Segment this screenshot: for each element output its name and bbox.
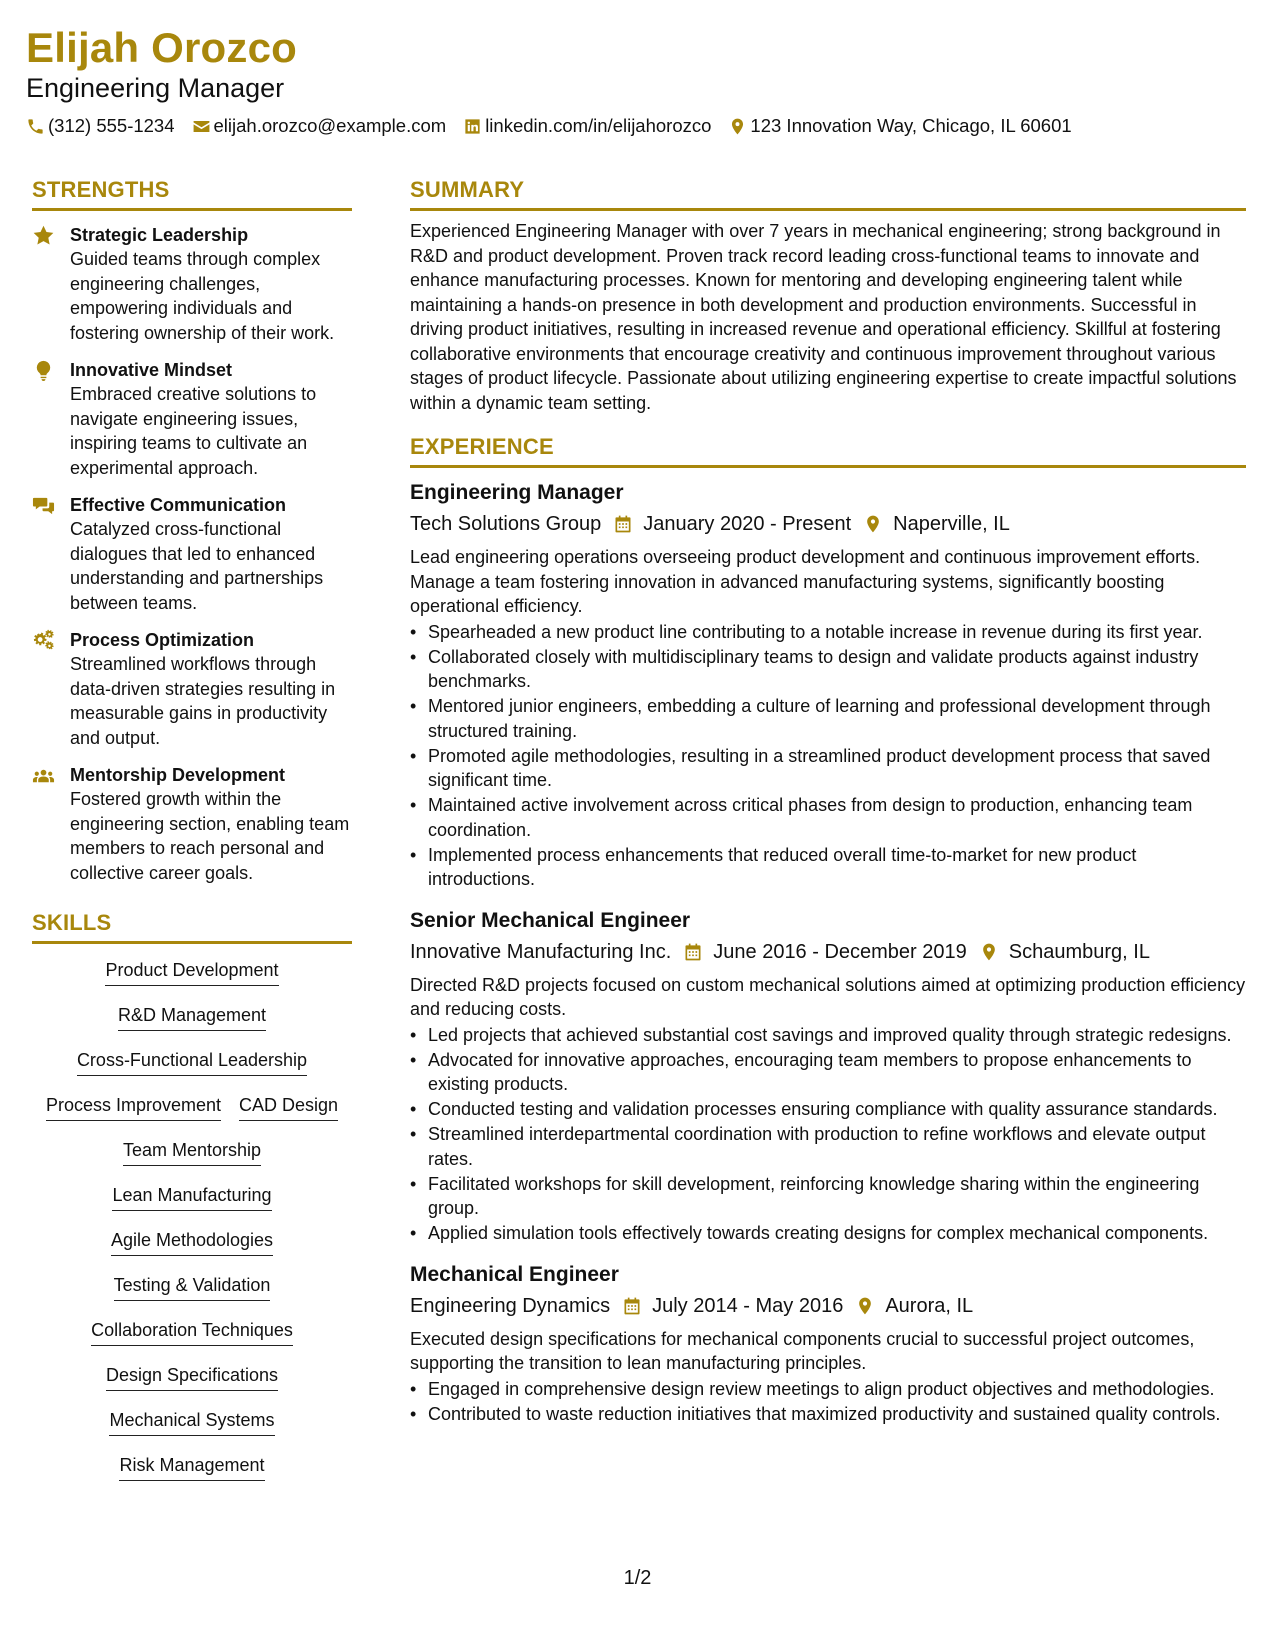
job-bullet: • Contributed to waste reduction initiatives that maximized productivity and sustained quality controls.: [410, 1402, 1246, 1427]
strength-desc: Fostered growth within the engineering section, enabling team members to reach personal and collective career goals.: [70, 789, 350, 883]
skill-tag: Collaboration Techniques: [91, 1318, 293, 1346]
skill-tag: Design Specifications: [106, 1363, 278, 1391]
skill-tag: R&D Management: [118, 1003, 266, 1031]
job-bullet: • Conducted testing and validation processes ensuring compliance with quality assurance standards.: [410, 1097, 1246, 1122]
job-bullets: [410, 1023, 1246, 1246]
strength-body: [70, 358, 352, 480]
summary-text: Experienced Engineering Manager with over 7 years in mechanical engineering; strong background in R&D and product development. Proven track record leading cross-functional teams to innovate and enhance manufacturing processes. Known for mentoring and developing engineering talent while maintaining a hands-on presence in both development and production environments. Successful in driving product initiatives, resulting in increased revenue and operational efficiency. Skillful at fostering collaborative environments that encourage creativity and continuous improvement throughout various stages of product lifecycle. Passionate about utilizing engineering expertise to create impactful solutions within a dynamic team setting.: [410, 221, 1237, 413]
map-pin-icon: [979, 942, 999, 962]
right-column: [410, 176, 1246, 1426]
skill-list: [32, 958, 352, 1498]
skill-tag: Mechanical Systems: [109, 1408, 274, 1436]
strength-desc: Catalyzed cross-functional dialogues that led to enhanced understanding and partnerships between teams.: [70, 519, 324, 613]
linkedin-text: linkedin.com/in/elijahorozco: [485, 115, 712, 136]
job-entry: [410, 908, 1246, 1246]
gears-icon: [32, 629, 56, 653]
strength-name: Mentorship Development: [70, 765, 286, 785]
job-location: Aurora, IL: [885, 1294, 974, 1317]
job-bullet: • Promoted agile methodologies, resulting in a streamlined product development process that saved significant time.: [410, 744, 1246, 793]
skills-heading: SKILLS: [32, 909, 352, 944]
job-company: Engineering Dynamics: [410, 1294, 611, 1317]
strength-item: [32, 628, 352, 750]
job-bullet: • Spearheaded a new product line contributing to a notable increase in revenue during its first year.: [410, 620, 1246, 645]
strength-item: [32, 223, 352, 345]
contact-email[interactable]: [192, 114, 447, 138]
strength-name: Effective Communication: [70, 495, 287, 515]
strength-desc: Streamlined workflows through data-driven strategies resulting in measurable gains in productivity and output.: [70, 654, 336, 748]
address-text: 123 Innovation Way, Chicago, IL 60601: [750, 115, 1072, 136]
strength-body: [70, 628, 352, 750]
candidate-title: Engineering Manager: [26, 73, 285, 103]
job-description: Executed design specifications for mechanical components crucial to successful project outcomes, supporting the transition to lean manufacturing principles.: [410, 1328, 1195, 1373]
strength-item: [32, 763, 352, 885]
strength-name: Innovative Mindset: [70, 360, 233, 380]
job-bullet: • Streamlined interdepartmental coordination with production to refine workflows and elevate output rates.: [410, 1122, 1246, 1171]
job-company: Innovative Manufacturing Inc.: [410, 940, 672, 963]
left-column: [32, 176, 352, 1498]
contact-address: [728, 114, 1071, 138]
job-bullet: • Facilitated workshops for skill development, reinforcing knowledge sharing within the engineering group.: [410, 1172, 1246, 1221]
strength-body: [70, 763, 352, 885]
job-meta: [410, 1292, 1246, 1320]
job-title: Engineering Manager: [410, 481, 624, 504]
map-pin-icon: [863, 514, 883, 534]
candidate-name: Elijah Orozco: [26, 24, 297, 71]
job-dates: June 2016 - December 2019: [713, 940, 967, 963]
contact-linkedin[interactable]: [463, 114, 711, 138]
strengths-heading: STRENGTHS: [32, 176, 352, 211]
job-bullet: • Implemented process enhancements that reduced overall time-to-market for new product introductions.: [410, 843, 1246, 892]
job-bullet: • Collaborated closely with multidisciplinary teams to design and validate products against industry benchmarks.: [410, 645, 1246, 694]
job-location: Schaumburg, IL: [1008, 940, 1150, 963]
skill-tag: Team Mentorship: [123, 1138, 261, 1166]
contact-bar: [26, 114, 1246, 138]
calendar-icon: [622, 1296, 642, 1316]
skill-tag: Risk Management: [119, 1453, 264, 1481]
users-icon: [32, 764, 56, 788]
email-text: elijah.orozco@example.com: [213, 115, 447, 136]
map-pin-icon: [728, 117, 747, 136]
job-bullet: • Advocated for innovative approaches, encouraging team members to propose enhancements to existing products.: [410, 1048, 1246, 1097]
job-bullet: • Engaged in comprehensive design review meetings to align product objectives and methodologies.: [410, 1377, 1246, 1402]
calendar-icon: [613, 514, 633, 534]
job-list: [410, 480, 1246, 1426]
job-bullet: • Mentored junior engineers, embedding a culture of learning and professional development through structured training.: [410, 694, 1246, 743]
skill-tag: Lean Manufacturing: [112, 1183, 271, 1211]
skill-tag: Product Development: [105, 958, 278, 986]
skill-tag: Cross-Functional Leadership: [77, 1048, 307, 1076]
job-meta: [410, 510, 1246, 538]
job-title: Senior Mechanical Engineer: [410, 908, 691, 932]
strengths-section: [32, 176, 352, 885]
job-description: Lead engineering operations overseeing product development and continuous improvement efforts. Manage a team fostering innovation in advanced manufacturing systems, significantly boosting operational efficiency.: [410, 547, 1201, 616]
strength-body: [70, 223, 352, 345]
strength-item: [32, 358, 352, 480]
job-entry: [410, 1262, 1246, 1427]
strength-desc: Embraced creative solutions to navigate engineering issues, inspiring teams to cultivate an experimental approach.: [70, 384, 317, 478]
job-description: Directed R&D projects focused on custom mechanical solutions aimed at optimizing production efficiency and reducing costs.: [410, 974, 1246, 1019]
job-bullets: [410, 1377, 1246, 1427]
linkedin-icon: [463, 117, 482, 136]
envelope-icon: [192, 117, 211, 136]
job-bullet: • Led projects that achieved substantial cost savings and improved quality through strategic redesigns.: [410, 1023, 1246, 1048]
strength-name: Process Optimization: [70, 630, 255, 650]
calendar-icon: [683, 942, 703, 962]
job-bullets: [410, 620, 1246, 892]
job-company: Tech Solutions Group: [410, 513, 602, 535]
job-entry: [410, 480, 1246, 892]
lightbulb-icon: [32, 359, 56, 383]
experience-heading: EXPERIENCE: [410, 433, 1246, 468]
skill-tag: Testing & Validation: [114, 1273, 271, 1301]
skill-tag: CAD Design: [239, 1093, 338, 1121]
strength-item: [32, 493, 352, 615]
strength-body: [70, 493, 352, 615]
experience-section: [410, 433, 1246, 1426]
strength-list: [32, 223, 352, 885]
contact-phone[interactable]: [26, 114, 175, 138]
job-location: Naperville, IL: [893, 513, 1010, 535]
map-pin-icon: [855, 1296, 875, 1316]
job-dates: July 2014 - May 2016: [652, 1294, 844, 1317]
resume-header: [26, 22, 1246, 138]
summary-section: [410, 176, 1246, 415]
job-bullet: • Applied simulation tools effectively towards creating designs for complex mechanical components.: [410, 1221, 1246, 1246]
chat-bubbles-icon: [32, 494, 56, 518]
skills-section: [32, 909, 352, 1498]
job-meta: [410, 938, 1246, 966]
job-title: Mechanical Engineer: [410, 1262, 619, 1286]
skill-tag: Process Improvement: [46, 1093, 221, 1121]
skill-tag: Agile Methodologies: [111, 1228, 273, 1256]
strength-name: Strategic Leadership: [70, 225, 249, 245]
strength-desc: Guided teams through complex engineering challenges, empowering individuals and fostering ownership of their work.: [70, 249, 335, 343]
summary-heading: SUMMARY: [410, 176, 1246, 211]
page-number: 1/2: [623, 1567, 652, 1589]
phone-icon: [26, 117, 45, 136]
star-icon: [32, 224, 56, 248]
job-dates: January 2020 - Present: [643, 513, 852, 535]
phone-text: (312) 555-1234: [48, 115, 175, 136]
job-bullet: • Maintained active involvement across critical phases from design to production, enhancing team coordination.: [410, 793, 1246, 842]
